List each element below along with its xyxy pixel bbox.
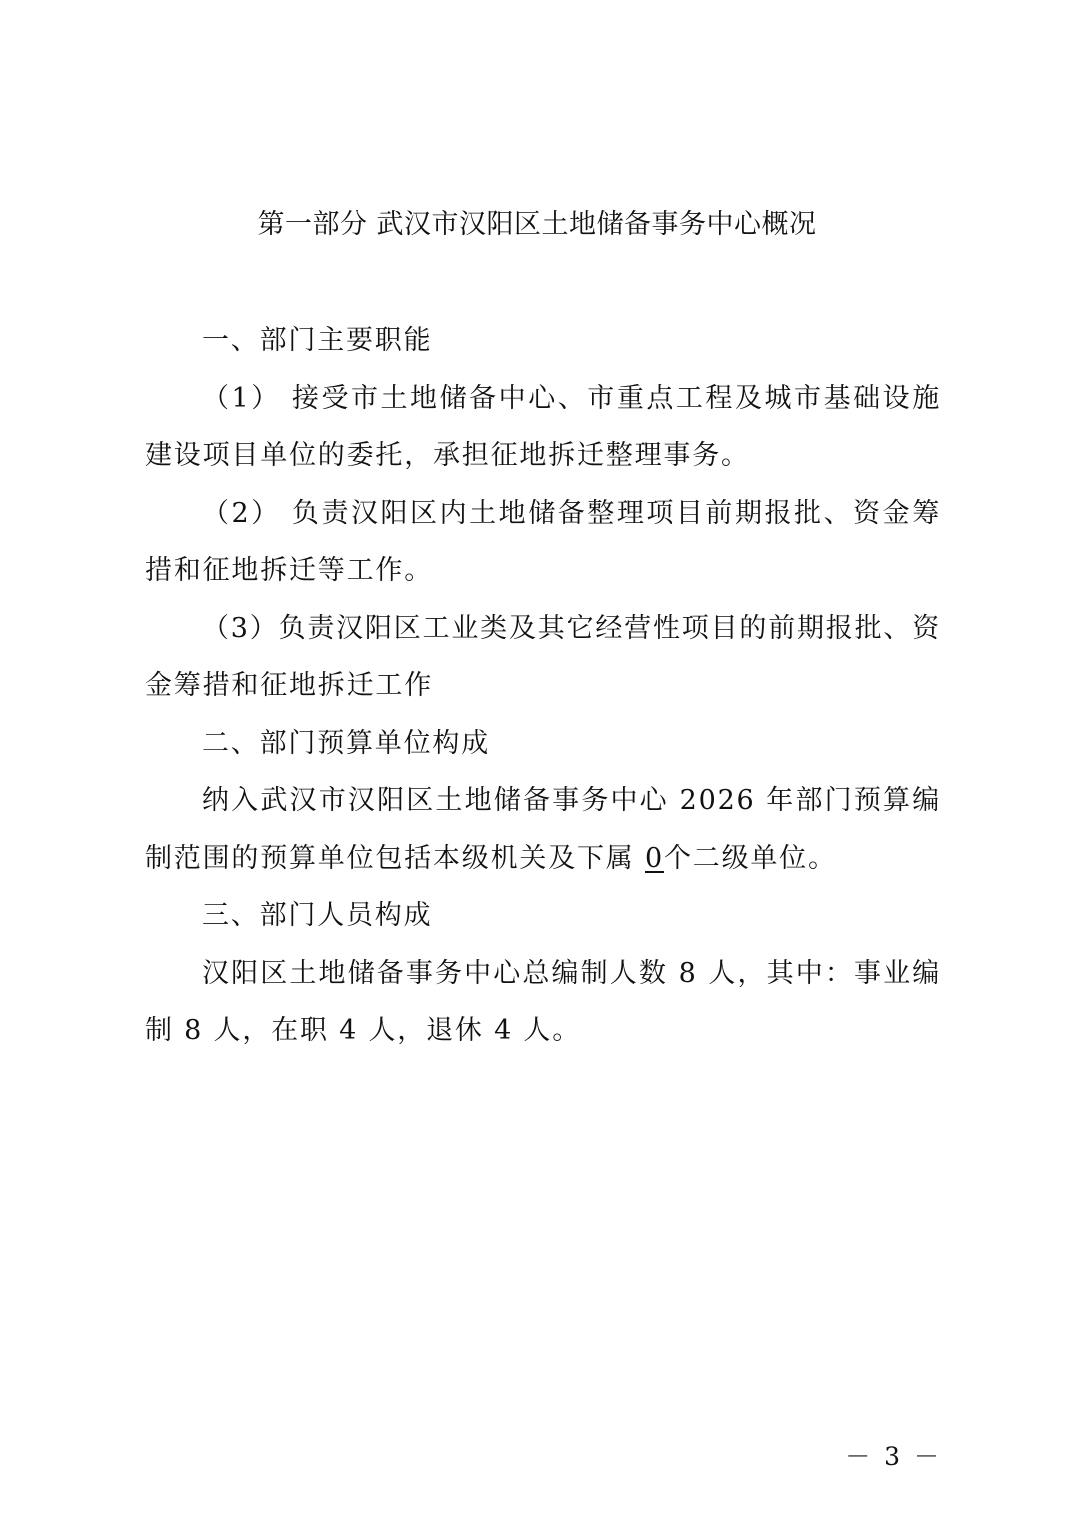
document-body bbox=[145, 312, 941, 1060]
units-text-before: 纳入武汉市汉阳区土地储备事务中心 2026 年部门预算编制范围的预算单位包括本级机关及下属 bbox=[145, 785, 941, 874]
function-item-1: （1） 接受市土地储备中心、市重点工程及城市基础设施建设项目单位的委托，承担征地拆迁整理事务。 bbox=[145, 382, 941, 471]
function-item-3: （3）负责汉阳区工业类及其它经营性项目的前期报批、资金筹措和征地拆迁工作 bbox=[145, 612, 941, 701]
function-item-2: （2） 负责汉阳区内土地储备整理项目前期报批、资金筹措和征地拆迁等工作。 bbox=[145, 497, 941, 586]
units-text-after: 个二级单位。 bbox=[663, 842, 837, 874]
units-count: 0 bbox=[644, 842, 664, 874]
personnel-paragraph: 汉阳区土地储备事务中心总编制人数 8 人，其中：事业编制 8 人，在职 4 人，退休 4 人。 bbox=[145, 957, 941, 1046]
page-number: － 3 － bbox=[845, 1442, 942, 1471]
section-heading-functions: 一、部门主要职能 bbox=[202, 325, 433, 356]
page-title: 第一部分 武汉市汉阳区土地储备事务中心概况 bbox=[257, 209, 817, 240]
units-paragraph bbox=[145, 772, 941, 887]
section-heading-units: 二、部门预算单位构成 bbox=[202, 727, 490, 759]
section-heading-personnel: 三、部门人员构成 bbox=[202, 900, 433, 931]
